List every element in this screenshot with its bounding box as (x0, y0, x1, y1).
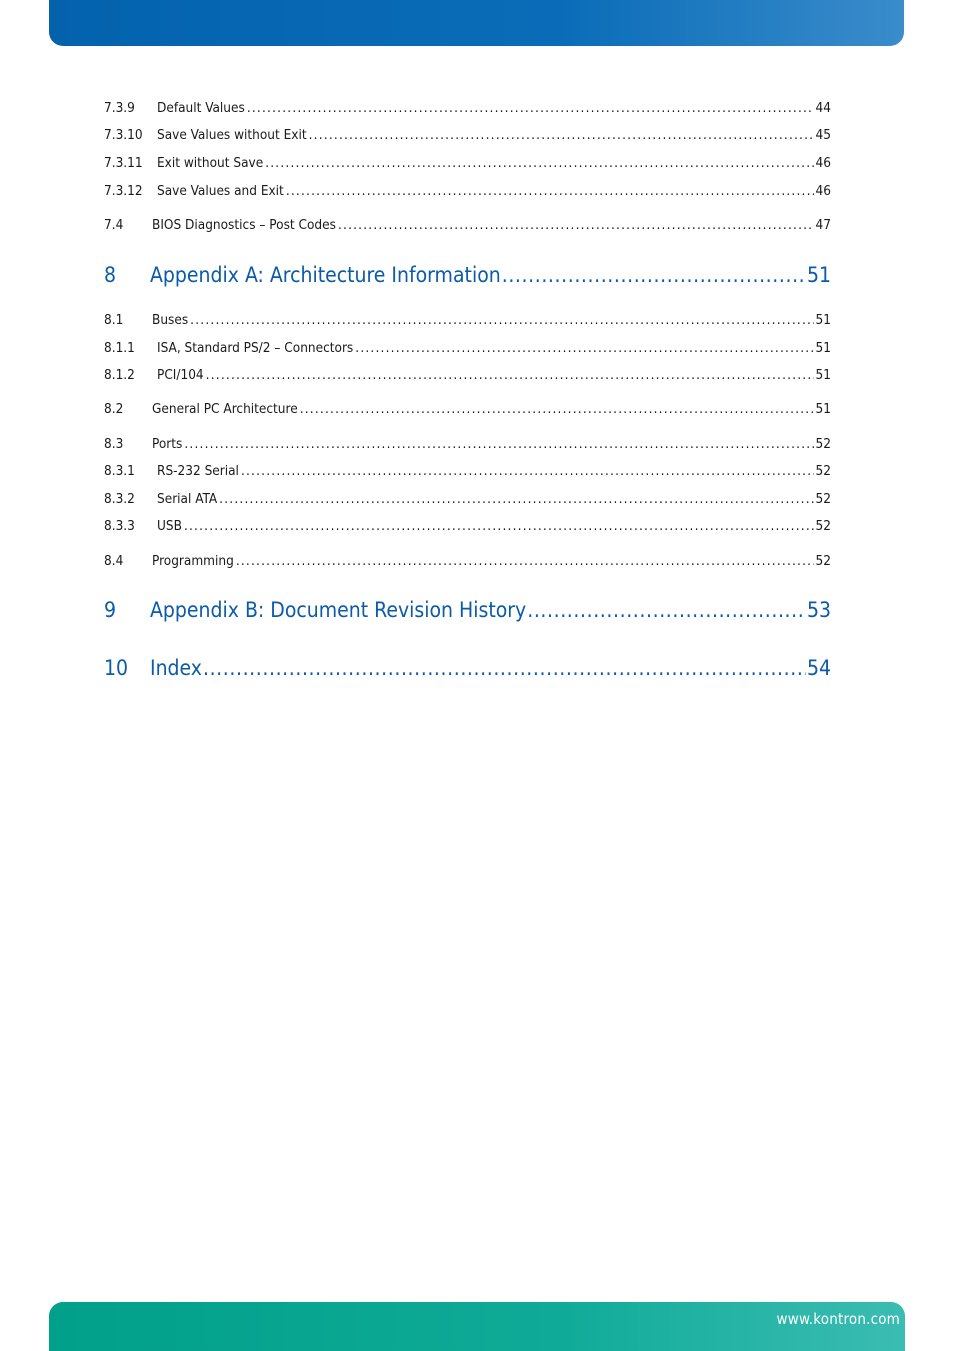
toc-entry-page: 51 (815, 367, 831, 383)
toc-chapter-entry[interactable] (104, 598, 831, 622)
toc-entry[interactable] (104, 401, 831, 417)
toc-entry[interactable] (104, 340, 831, 356)
toc-entry[interactable] (104, 183, 831, 199)
toc-entry-page: 52 (815, 463, 831, 479)
toc-entry-page: 47 (815, 217, 831, 233)
toc-leader-dots (203, 656, 806, 680)
toc-entry-page: 52 (815, 518, 831, 534)
toc-entry[interactable] (104, 491, 831, 507)
toc-entry-page: 51 (815, 312, 831, 328)
toc-entry[interactable] (104, 312, 831, 328)
toc-leader-dots (247, 100, 814, 116)
toc-entry-title: Default Values (157, 100, 245, 116)
toc-leader-dots (265, 155, 813, 171)
toc-entry[interactable] (104, 553, 831, 569)
page-header-bar (49, 0, 904, 46)
toc-entry-title: Buses (152, 312, 189, 328)
toc-entry-title: General PC Architecture (152, 401, 298, 417)
toc-chapter-page: 54 (806, 656, 831, 680)
toc-leader-dots (527, 598, 806, 622)
toc-leader-dots (286, 183, 814, 199)
toc-leader-dots (184, 436, 813, 452)
toc-entry-title: PCI/104 (157, 367, 204, 383)
toc-entry[interactable] (104, 463, 831, 479)
toc-entry-title: Programming (152, 553, 234, 569)
toc-leader-dots (219, 491, 813, 507)
toc-chapter-title: Appendix A: Architecture Information (150, 263, 501, 287)
toc-entry-page: 46 (815, 155, 831, 171)
toc-entry-title: Ports (152, 436, 183, 452)
toc-entry-page: 52 (815, 436, 831, 452)
toc-entry[interactable] (104, 518, 831, 534)
toc-entry-number: 8.4 (104, 553, 124, 569)
toc-entry[interactable] (104, 367, 831, 383)
toc-leader-dots (338, 217, 814, 233)
toc-chapter-page: 53 (806, 598, 831, 622)
toc-entry-number: 7.3.11 (104, 155, 143, 171)
toc-entry-title: Save Values and Exit (157, 183, 284, 199)
toc-entry-title: BIOS Diagnostics – Post Codes (152, 217, 336, 233)
toc-entry-title: Exit without Save (157, 155, 264, 171)
toc-entry-number: 7.3.9 (104, 100, 135, 116)
toc-entry-title: RS-232 Serial (157, 463, 239, 479)
toc-entry-title: Serial ATA (157, 491, 218, 507)
toc-entry-page: 51 (815, 340, 831, 356)
toc-leader-dots (309, 127, 814, 143)
toc-entry-number: 8.1.2 (104, 367, 135, 383)
toc-leader-dots (206, 367, 814, 383)
toc-entry[interactable] (104, 100, 831, 116)
toc-entry-page: 51 (815, 401, 831, 417)
toc-entry-number: 8.1.1 (104, 340, 135, 356)
toc-entry[interactable] (104, 127, 831, 143)
toc-entry-number: 7.3.10 (104, 127, 143, 143)
toc-chapter-page: 51 (806, 263, 831, 287)
toc-entry-title: USB (157, 518, 182, 534)
toc-entry-number: 8.3.1 (104, 463, 135, 479)
toc-chapter-title: Index (150, 656, 202, 680)
toc-chapter-title: Appendix B: Document Revision History (150, 598, 527, 622)
toc-entry-page: 52 (815, 491, 831, 507)
footer-website-link[interactable]: www.kontron.com (776, 1310, 900, 1328)
toc-entry-page: 52 (815, 553, 831, 569)
toc-leader-dots (355, 340, 813, 356)
toc-entry-title: ISA, Standard PS/2 – Connectors (157, 340, 354, 356)
toc-entry-number: 7.4 (104, 217, 124, 233)
toc-entry[interactable] (104, 217, 831, 233)
toc-chapter-number: 8 (104, 263, 117, 287)
toc-entry-page: 45 (815, 127, 831, 143)
toc-entry-number: 8.3 (104, 436, 124, 452)
toc-entry-page: 46 (815, 183, 831, 199)
toc-entry-number: 7.3.12 (104, 183, 143, 199)
toc-leader-dots (502, 263, 806, 287)
toc-leader-dots (184, 518, 814, 534)
toc-entry-number: 8.3.3 (104, 518, 135, 534)
toc-leader-dots (241, 463, 814, 479)
toc-entry-number: 8.2 (104, 401, 124, 417)
toc-entry-page: 44 (815, 100, 831, 116)
toc-entry[interactable] (104, 155, 831, 171)
toc-entry-title: Save Values without Exit (157, 127, 307, 143)
toc-leader-dots (300, 401, 814, 417)
toc-leader-dots (236, 553, 814, 569)
toc-entry-number: 8.1 (104, 312, 124, 328)
toc-chapter-number: 9 (104, 598, 117, 622)
toc-chapter-number: 10 (104, 656, 129, 680)
toc-entry-number: 8.3.2 (104, 491, 135, 507)
toc-chapter-entry[interactable] (104, 263, 831, 287)
toc-leader-dots (190, 312, 813, 328)
toc-chapter-entry[interactable] (104, 656, 831, 680)
toc-entry[interactable] (104, 436, 831, 452)
